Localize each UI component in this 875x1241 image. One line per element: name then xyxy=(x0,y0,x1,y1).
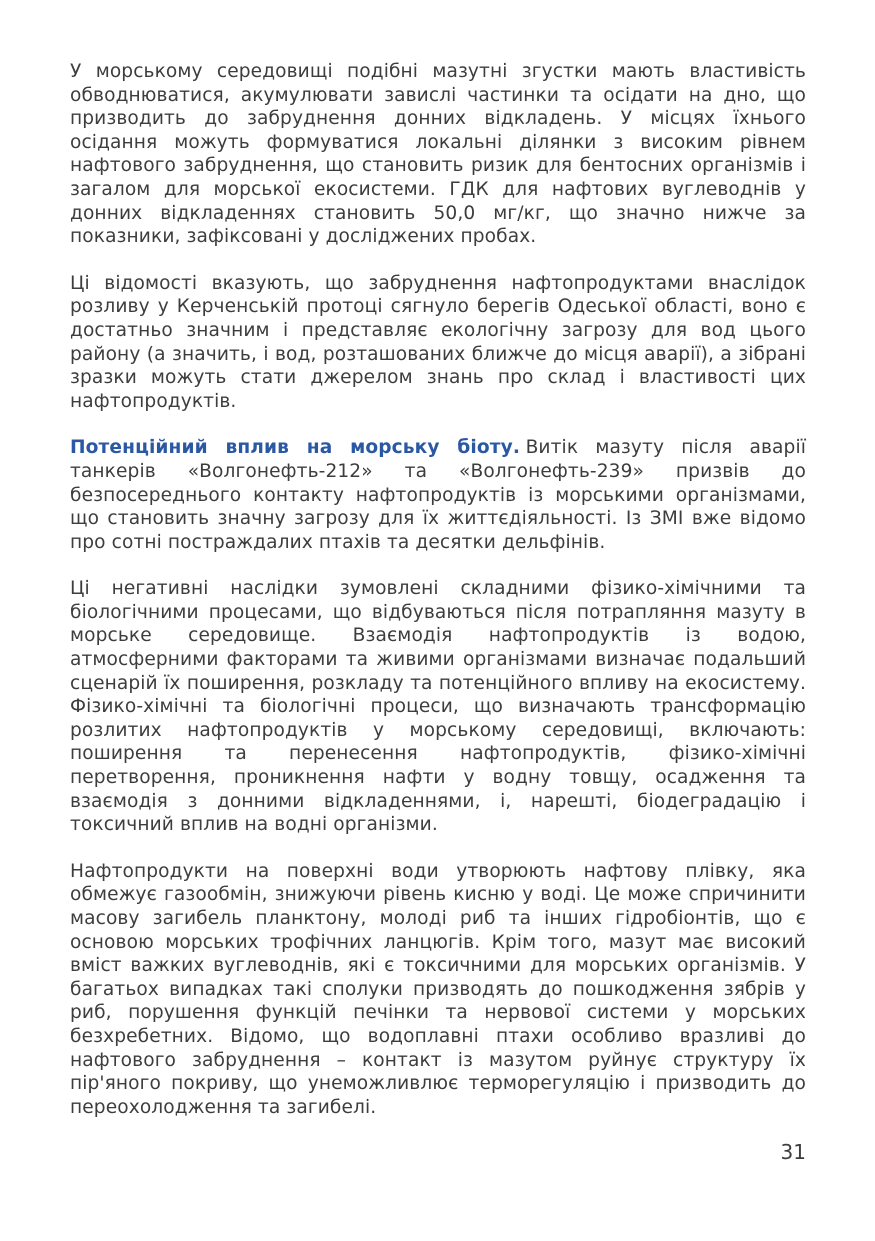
paragraph-odesa-coast-conclusion xyxy=(70,272,806,414)
paragraph-marine-biota-impact xyxy=(70,436,806,554)
section-lead-heading: Потенційний вплив на морську біоту. xyxy=(70,437,520,459)
paragraph-oil-film-effects xyxy=(70,860,806,1120)
paragraph-text: Нафтопродукти на поверхні води утворюють нафтову плівку, яка обмежує газообмін, знижуючи рівень кисню у воді. Це може спричинити масову загибель планктону, молоді риб та інших гідробіонтів, що є основою морських трофічних ланцюгів. Крім того, мазут має високий вміст важких вуглеводнів, які є токсичними для морських організмів. У багатьох випадках такі сполуки призводять до пошкодження зябрів у риб, порушення функцій печінки та нервової системи у морських безхребетних. Відомо, що водоплавні птахи особливо вразливі до нафтового забруднення – контакт із мазутом руйнує структуру їх пір'яного покриву, що унеможливлює терморегуляцію і призводить до переохолодження та загибелі. xyxy=(70,860,806,1118)
page-content xyxy=(70,60,806,1119)
page-number: 31 xyxy=(780,1140,806,1164)
paragraph-text: У морському середовищі подібні мазутні згустки мають властивість обводнюватися, акумулювати завислі частинки та осідати на дно, що призводить до забруднення донних відкладень. У місцях їхнього осідання можуть формуватися локальні ділянки з високим рівнем нафтового забруднення, що становить ризик для бентосних організмів і загалом для морської екосистеми. ГДК для нафтових вуглеводнів у донних відкладеннях становить 50,0 мг/кг, що значно нижче за показники, зафіксовані у досліджених пробах. xyxy=(70,61,806,248)
paragraph-text: Ці відомості вказують, що забруднення нафтопродуктами внаслідок розливу у Керченській протоці сягнуло берегів Одеської області, воно є достатньо значним і представляє екологічну загрозу для вод цього району (а значить, і вод, розташованих ближче до місця аварії), а зібрані зразки можуть стати джерелом знань про склад і властивості цих нафтопродуктів. xyxy=(70,272,806,412)
paragraph-physico-chemical-processes xyxy=(70,577,806,837)
paragraph-text: Витік мазуту після аварії танкерів «Волгонефть-212» та «Волгонефть-239» призвів до безпосереднього контакту нафтопродуктів із морськими організмами, що становить значну загрозу для їх життєдіяльності. Із ЗМІ вже відомо про сотні постраждалих птахів та десятки дельфінів. xyxy=(70,437,806,553)
paragraph-text: Ці негативні наслідки зумовлені складними фізико-хімічними та біологічними процесами, що відбуваються після потрапляння мазуту в морське середовище. Взаємодія нафтопродуктів із водою, атмосферними факторами та живими організмами визначає подальший сценарій їх поширення, розкладу та потенційного впливу на екосистему. Фізико-хімічні та біологічні процеси, що визначають трансформацію розлитих нафтопродуктів у морському середовищі, включають: поширення та перенесення нафтопродуктів, фізико-хімічні перетворення, проникнення нафти у водну товщу, осадження та взаємодія з донними відкладеннями, і, нарешті, біодеградацію і токсичний вплив на водні організми. xyxy=(70,578,806,836)
paragraph-sediment-contamination xyxy=(70,60,806,249)
